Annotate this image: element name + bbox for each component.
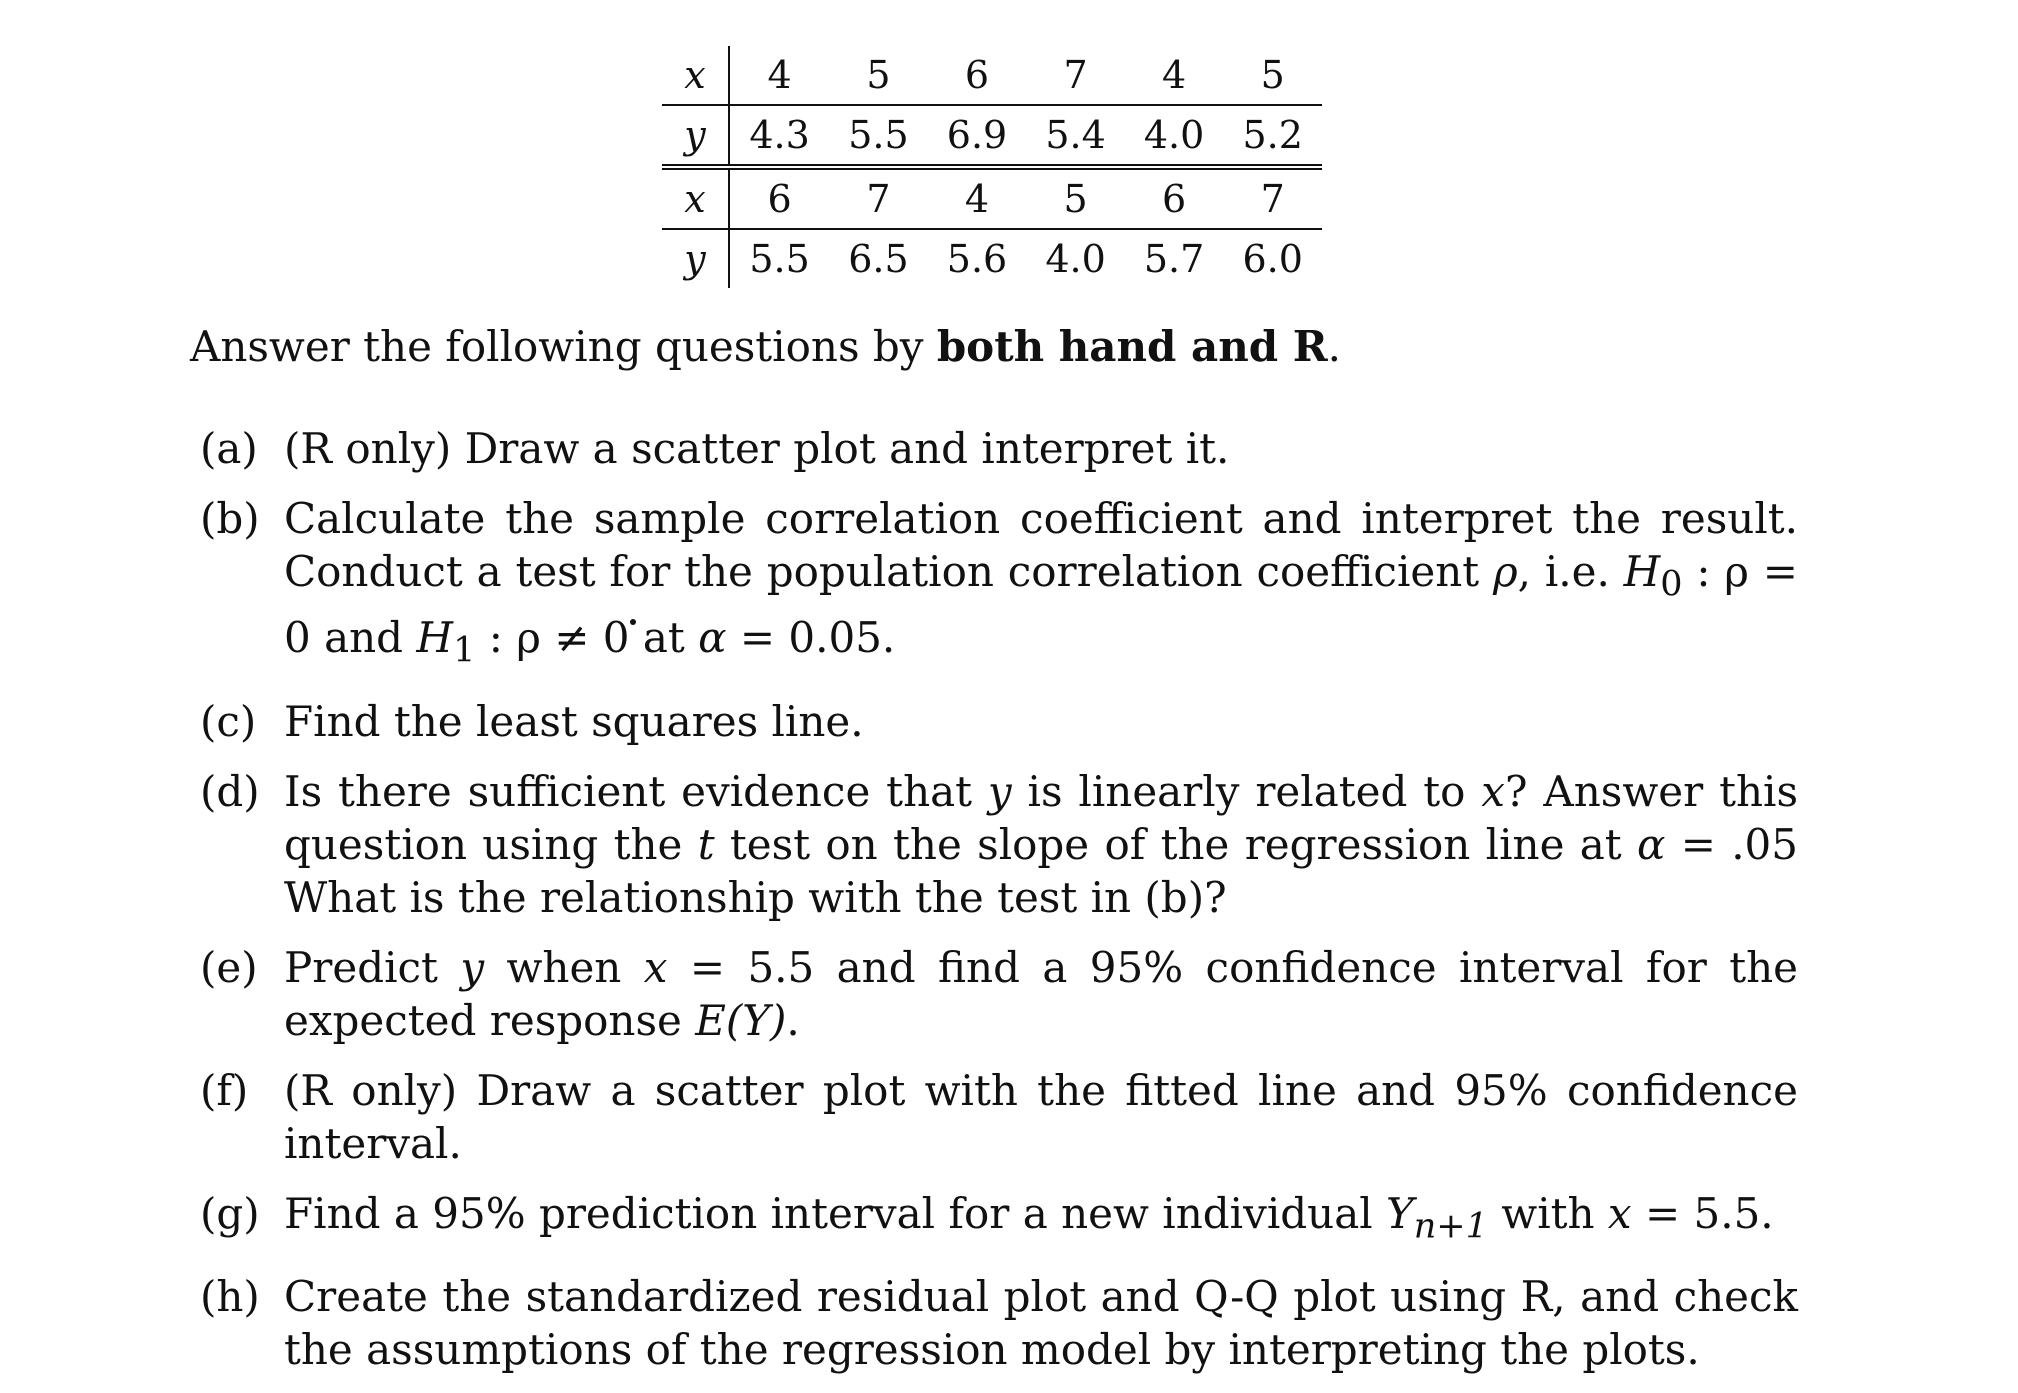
table-cell: 6.5 (848, 237, 909, 281)
instructions (190, 318, 1341, 376)
table-cell: 4 (1125, 46, 1224, 105)
table-cell: 6 (1125, 167, 1224, 229)
table-cell: 7 (829, 167, 928, 229)
question-text: Find the least squares line. (284, 696, 864, 746)
table-cell: 4 (729, 46, 829, 105)
data-table (662, 46, 1322, 288)
question-e (200, 941, 1798, 1047)
question-label: (g) (200, 1188, 260, 1238)
intro-text: Answer the following questions by (190, 322, 937, 371)
question-text: Create the standardized residual plot and Q-Q plot using R, and check the assumptions of the regression model by interpreting the plots. (284, 1272, 1798, 1375)
question-label: (f) (200, 1065, 249, 1115)
table-cell: 5.7 (1143, 237, 1205, 281)
question-g (200, 1187, 1798, 1253)
question-f (200, 1064, 1798, 1170)
question-label: (e) (200, 942, 258, 992)
table-row (662, 167, 1322, 229)
question-text: Predict y when x = 5.5 and find a 95% confidence interval for the expected response E(Y). (284, 942, 1798, 1045)
question-text: Is there sufficient evidence that y is linearly related to x? Answer this question using the t test on the slope of the regression line at α = .05 What is the relationship with the test in (b)? (284, 766, 1798, 922)
question-h (200, 1270, 1798, 1376)
intro-end: . (1327, 322, 1342, 371)
table-cell: 5.2 (1223, 105, 1322, 167)
table-cell: 7 (1223, 167, 1322, 229)
row-label-y: y (662, 229, 729, 288)
question-c (200, 695, 1798, 748)
table-cell: 4.0 (1125, 105, 1224, 167)
row-label-y: y (662, 105, 729, 167)
table-row (662, 46, 1322, 105)
table-cell: 5.6 (946, 237, 1008, 281)
row-label-x: x (662, 167, 729, 229)
question-text: Calculate the sample correlation coefficient and interpret the result. Conduct a test for the population correlation coefficient ρ, i.e. $H_0$ : ρ = 0 and $H_1$ : ρ ≠ 0 at α = 0.05. (284, 494, 1798, 671)
table-row (662, 105, 1322, 167)
table-cell: 4 (928, 167, 1027, 229)
question-text: (R only) Draw a scatter plot with the fitted line and 95% confidence interval. (284, 1065, 1798, 1168)
question-label: (c) (200, 696, 257, 746)
question-list (200, 422, 1798, 1393)
table-cell: 5 (829, 46, 928, 105)
table-cell: 5.5 (749, 237, 810, 281)
table-cell: 5 (1223, 46, 1322, 105)
question-label: (b) (200, 494, 260, 543)
table-cell: 6 (928, 46, 1027, 105)
intro-bold: both hand and R (936, 322, 1328, 371)
question-text: (R only) Draw a scatter plot and interpret it. (284, 424, 1230, 473)
table-cell: 7 (1026, 46, 1125, 105)
table-cell: 5.5 (829, 105, 928, 167)
question-label: (a) (200, 424, 258, 473)
question-label: (h) (200, 1272, 260, 1322)
table-cell: 6.0 (1242, 237, 1303, 281)
table-cell: 5 (1026, 167, 1125, 229)
question-label: (d) (200, 766, 260, 816)
row-label-x: x (662, 46, 729, 105)
table-cell: 4.3 (729, 105, 829, 167)
table-row (662, 229, 1322, 288)
question-d (200, 765, 1798, 924)
table-cell: 6.9 (928, 105, 1027, 167)
question-a (200, 422, 1798, 475)
table-cell: 6 (729, 167, 829, 229)
question-text: Find a 95% prediction interval for a new individual $Y_{n+1}$ with x = 5.5. (284, 1188, 1774, 1247)
table-cell: 5.4 (1026, 105, 1125, 167)
table-cell: 4.0 (1045, 237, 1106, 281)
question-b (200, 492, 1798, 678)
